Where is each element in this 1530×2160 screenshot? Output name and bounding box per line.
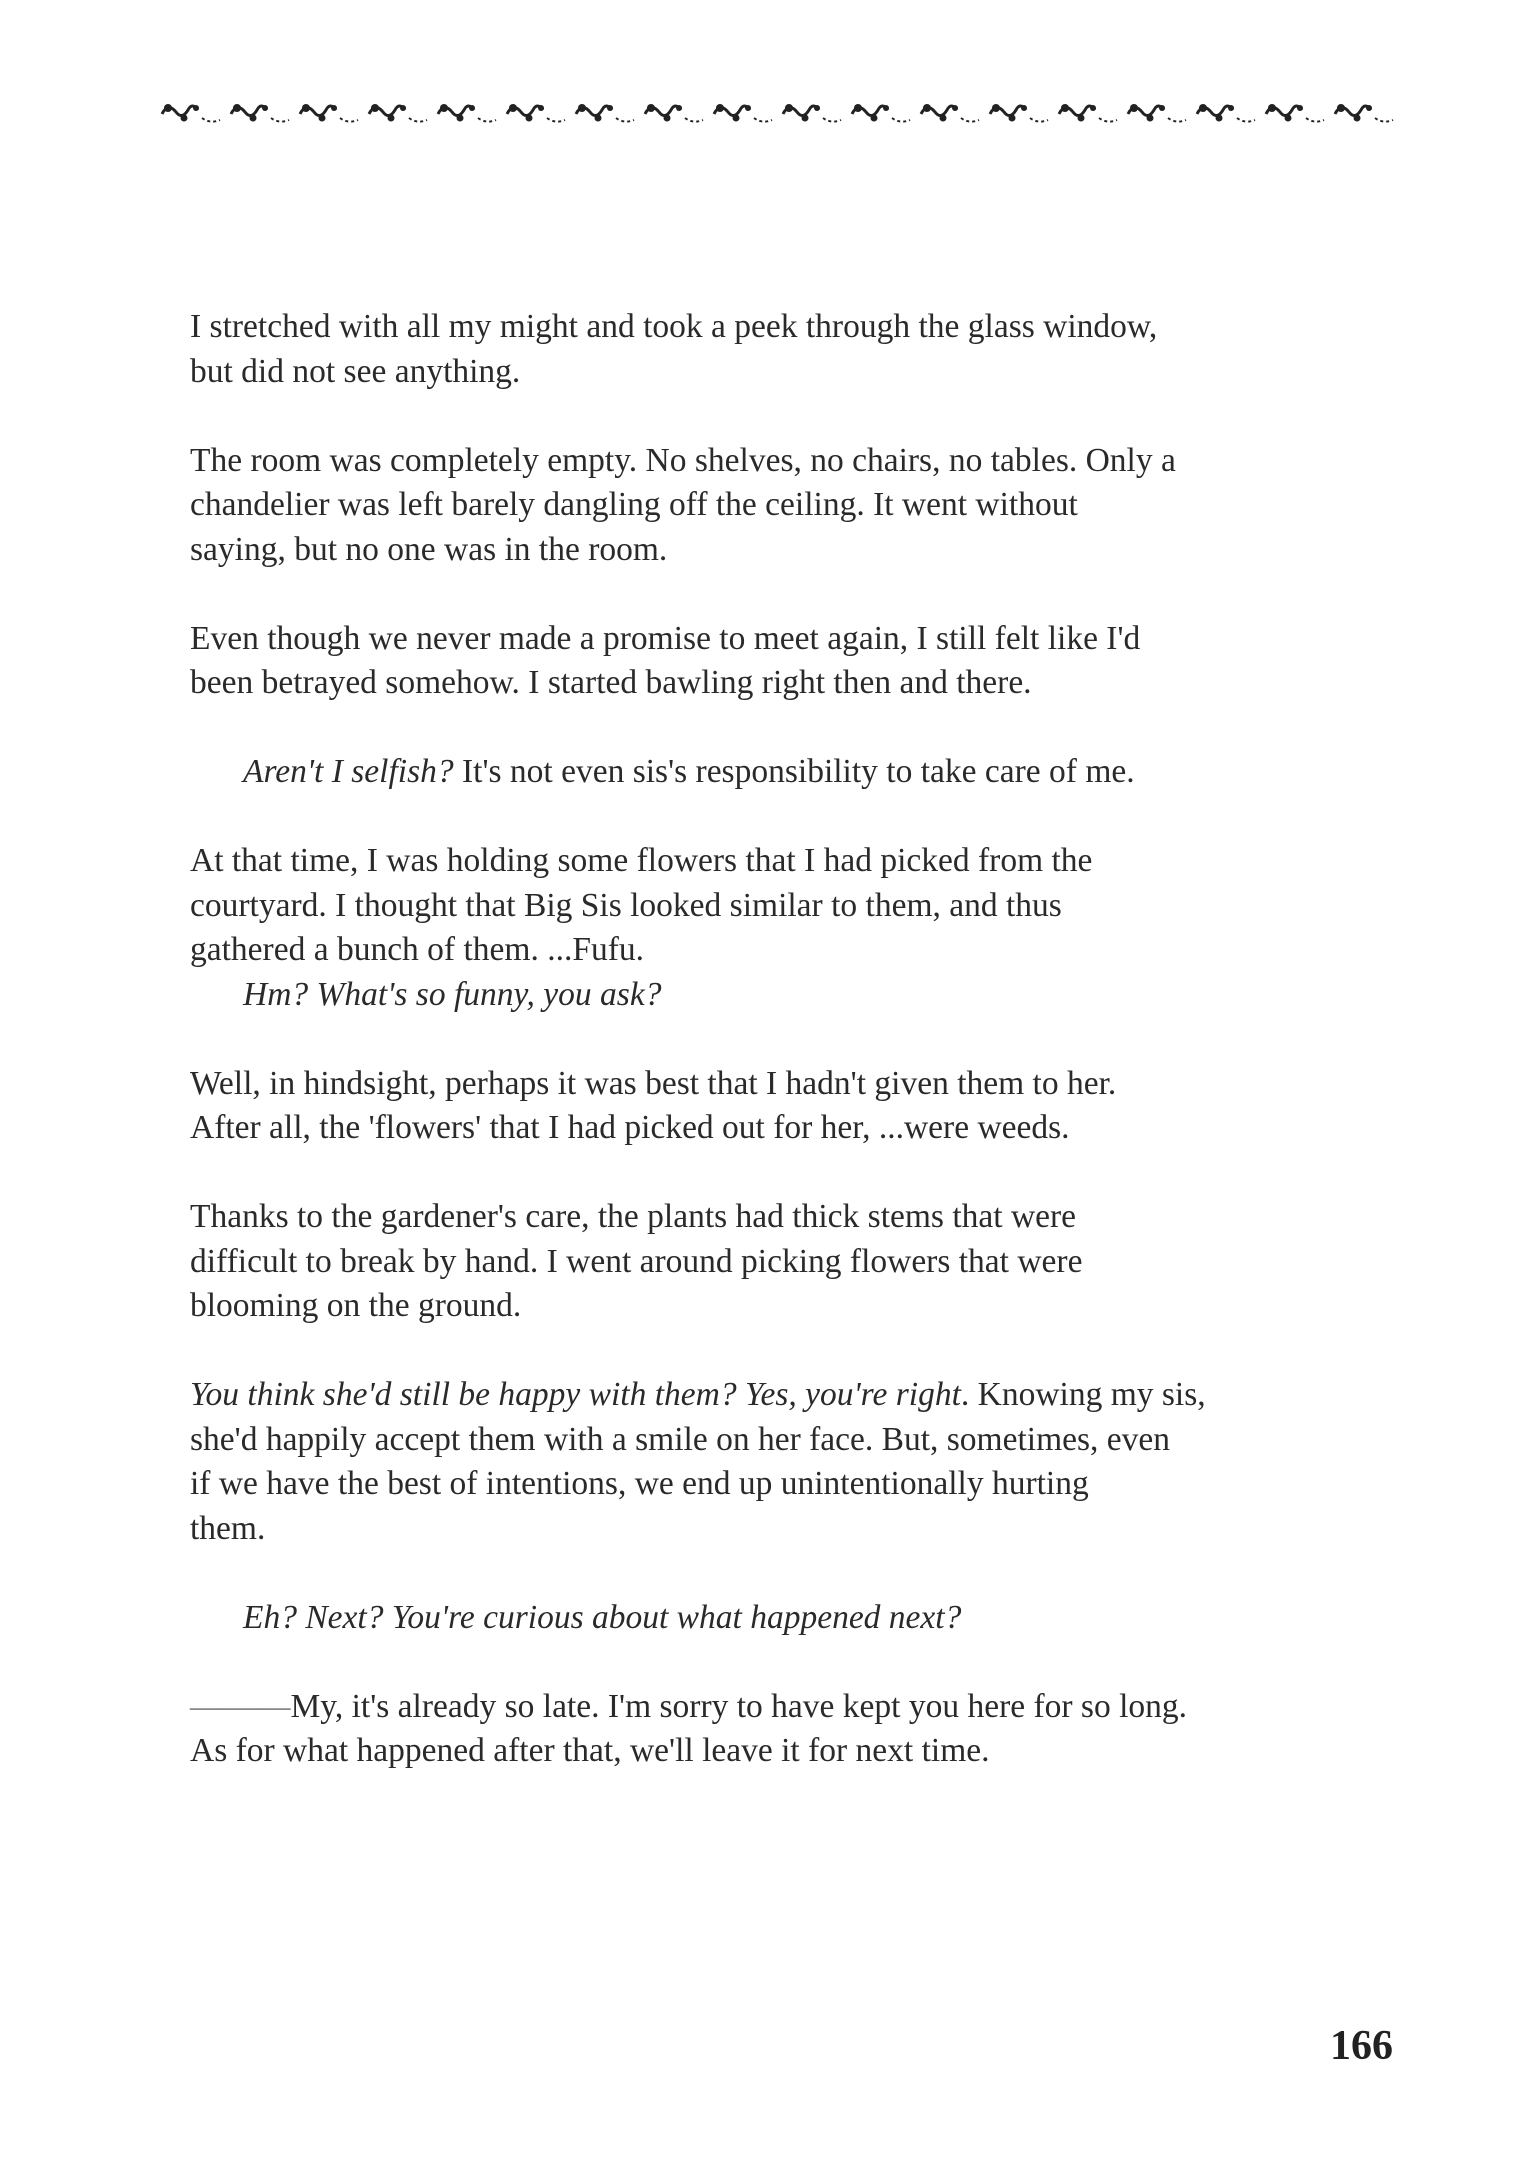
paragraph-7: Well, in hindsight, perhaps it was best that I hadn't given them to her. After all, the 'flowers' that I had picked out for her, ...were weeds. xyxy=(190,1064,1117,1146)
decorative-border-icon xyxy=(158,98,1402,128)
paragraph-3: Even though we never made a promise to meet again, I still felt like I'd been betrayed somehow. I started bawling right then and there. xyxy=(190,619,1141,701)
paragraph-2: The room was completely empty. No shelves, no chairs, no tables. Only a chandelier was left barely dangling off the ceiling. It went without saying, but no one was in the room. xyxy=(190,441,1176,568)
paragraph-4: Aren't I selfish? It's not even sis's responsibility to take care of me. xyxy=(243,753,1135,790)
page-number: 166 xyxy=(1330,2023,1393,2069)
page-body xyxy=(190,305,1390,1774)
paragraph-9: You think she'd still be happy with them? Yes, you're right. Knowing my sis, she'd happily accept them with a smile on her face. But, sometimes, even if we have the best of intentions, we end up unintentionally hurting them. xyxy=(190,1376,1206,1547)
paragraph-5: At that time, I was holding some flowers that I had picked from the courtyard. I thought that Big Sis looked similar to them, and thus gathered a bunch of them. ...Fufu. xyxy=(190,842,1093,968)
paragraph-1: I stretched with all my might and took a peek through the glass window, but did not see anything. xyxy=(190,308,1158,390)
paragraph-8: Thanks to the gardener's care, the plants had thick stems that were difficult to break by hand. I went around picking flowers that were blooming on the ground. xyxy=(190,1198,1083,1324)
paragraph-11: ———My, it's already so late. I'm sorry to have kept you here for so long. As for what happened after that, we'll leave it for next time. xyxy=(190,1687,1188,1769)
paragraph-10: Eh? Next? You're curious about what happened next? xyxy=(243,1598,962,1636)
paragraph-6: Hm? What's so funny, you ask? xyxy=(243,975,662,1013)
